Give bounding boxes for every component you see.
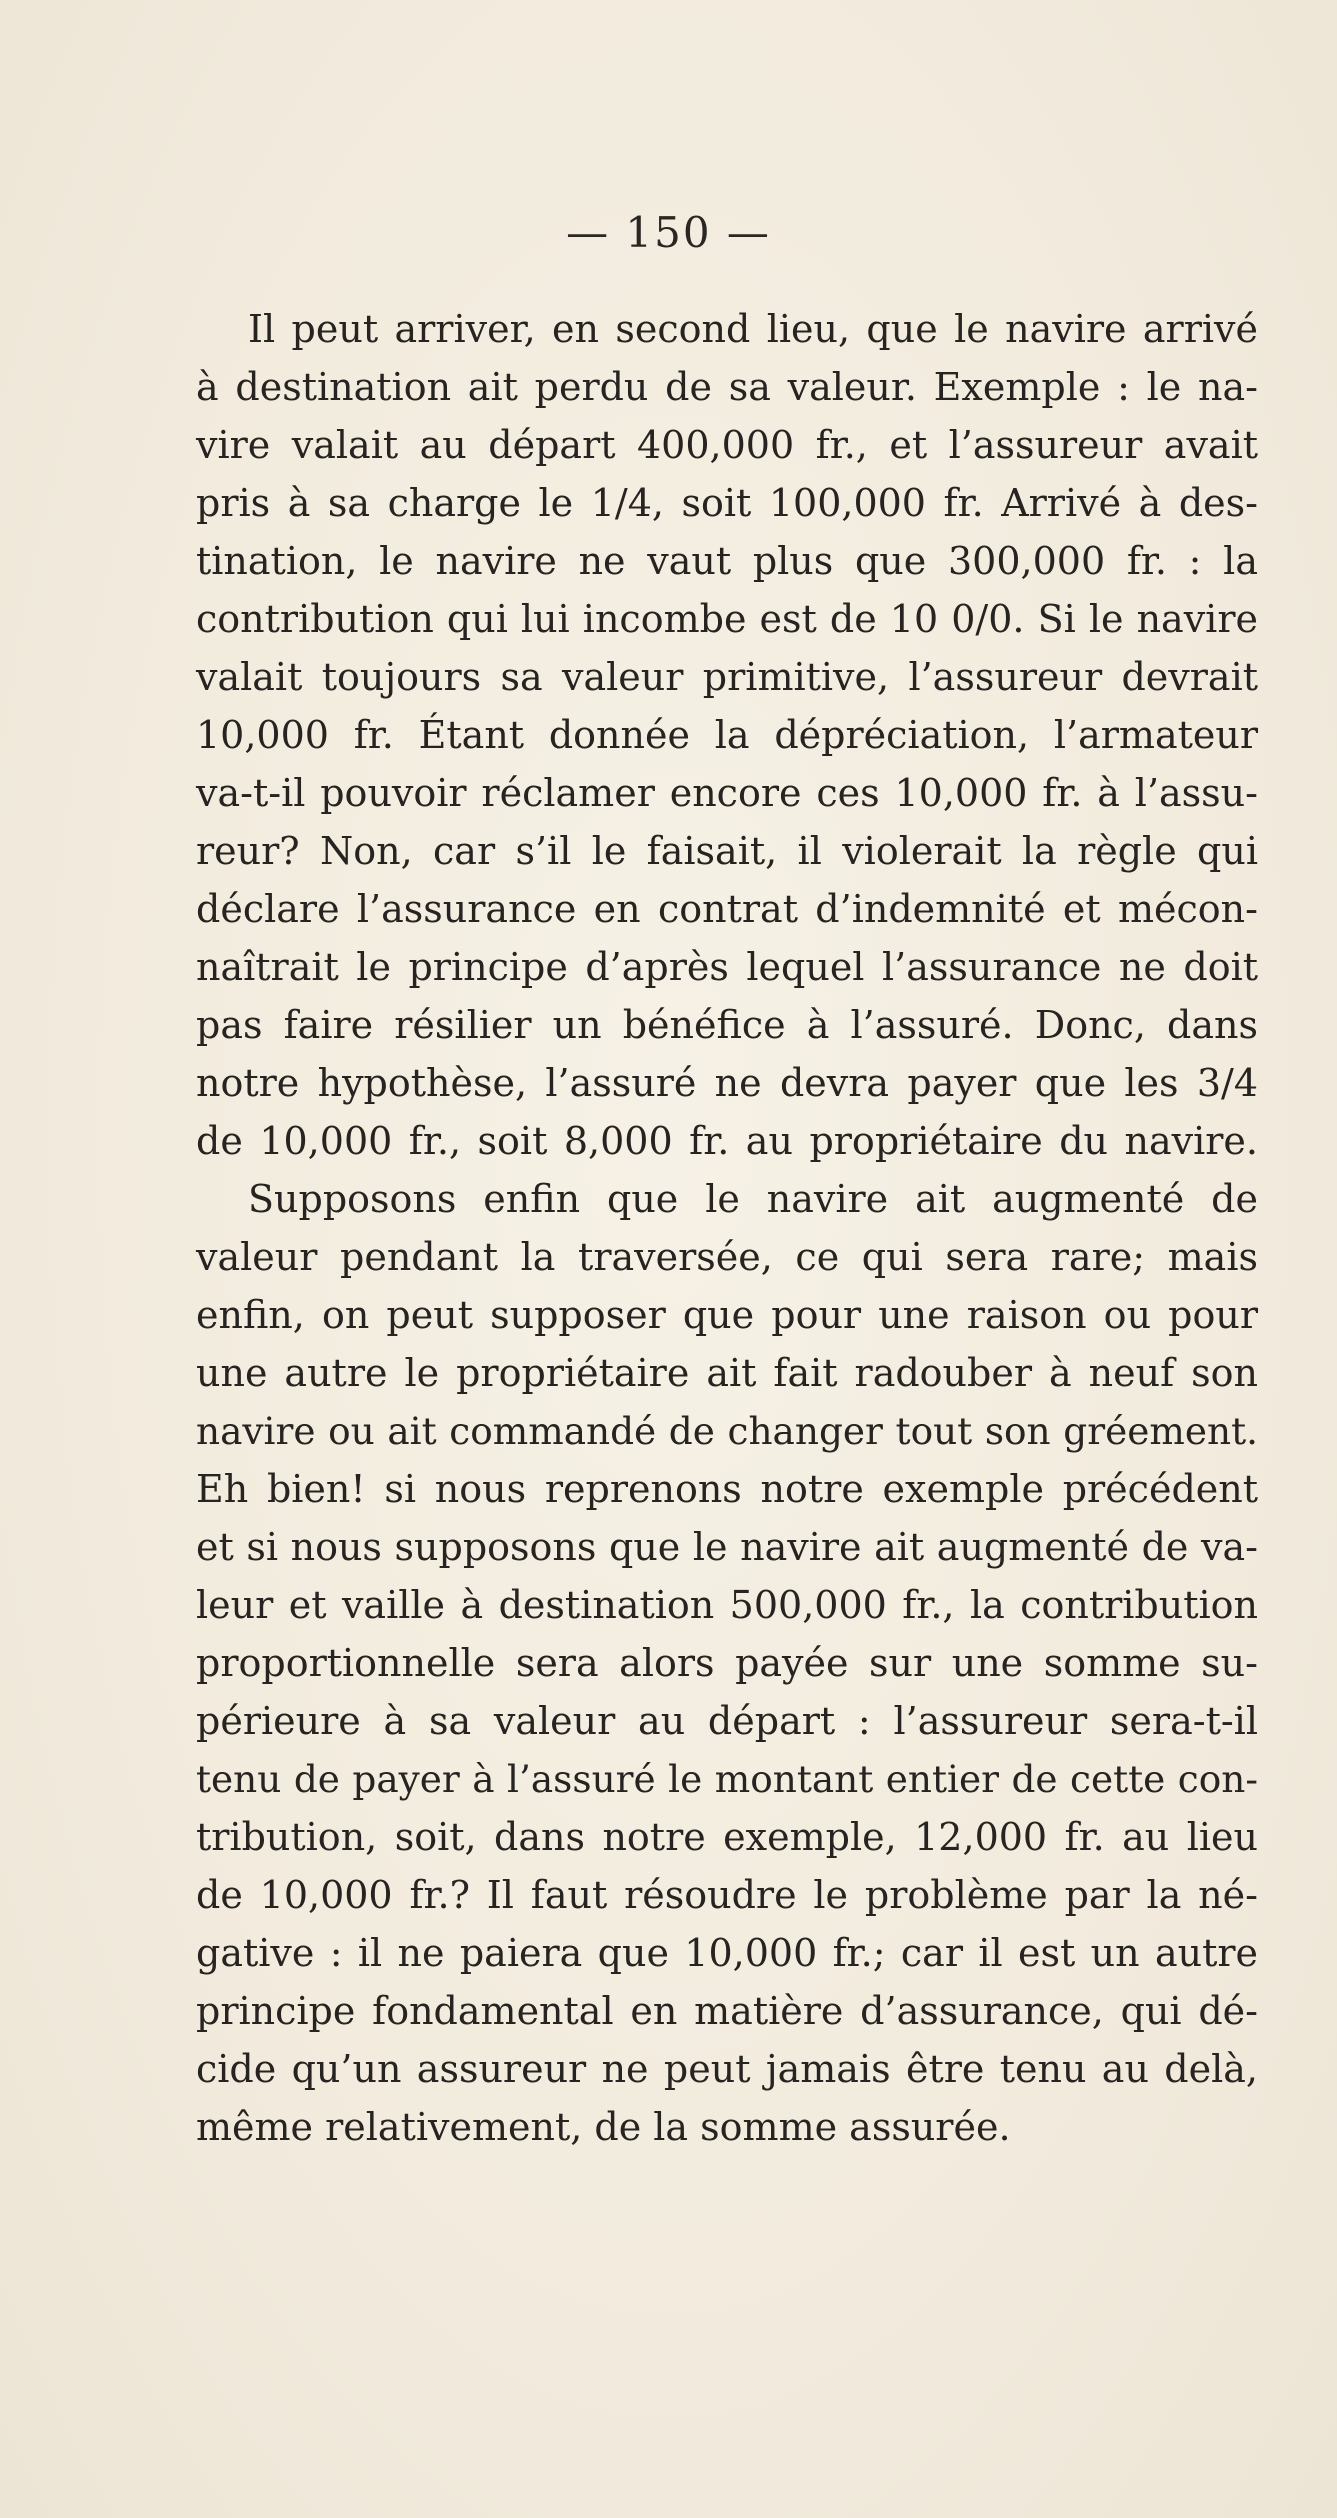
text-line: pas faire résilier un bénéfice à l’assuré. Donc, dans [196,1003,1258,1047]
text-line: vire valait au départ 400,000 fr., et l’assureur avait [196,423,1258,467]
text-line: naîtrait le principe d’après lequel l’assurance ne doit [196,945,1258,989]
text-line: Supposons enfin que le navire ait augmenté de [248,1177,1258,1221]
page-number: — 150 — [566,208,771,257]
text-line: Eh bien! si nous reprenons notre exemple précédent [196,1467,1258,1511]
text-line: leur et vaille à destination 500,000 fr., la contribution [196,1583,1258,1627]
text-line: de 10,000 fr., soit 8,000 fr. au propriétaire du navire. [196,1119,1258,1163]
text-line: navire ou ait commandé de changer tout son gréement. [196,1409,1258,1453]
text-line: gative : il ne paiera que 10,000 fr.; car il est un autre [196,1931,1258,1975]
text-line: principe fondamental en matière d’assurance, qui dé- [196,1989,1258,2033]
text-line: notre hypothèse, l’assuré ne devra payer que les 3/4 [196,1061,1258,1105]
body-text [196,300,1258,2156]
text-line: tenu de payer à l’assuré le montant entier de cette con- [196,1757,1258,1801]
text-line: 10,000 fr. Étant donnée la dépréciation, l’armateur [196,713,1258,757]
text-line: pris à sa charge le 1/4, soit 100,000 fr. Arrivé à des- [196,481,1258,525]
text-line: cide qu’un assureur ne peut jamais être tenu au delà, [196,2047,1258,2091]
text-line: reur? Non, car s’il le faisait, il violerait la règle qui [196,829,1258,873]
text-line: va-t-il pouvoir réclamer encore ces 10,000 fr. à l’assu- [196,771,1258,815]
text-line: contribution qui lui incombe est de 10 0/0. Si le navire [196,597,1258,641]
text-line: proportionnelle sera alors payée sur une somme su- [196,1641,1258,1685]
text-line: Il peut arriver, en second lieu, que le navire arrivé [248,307,1258,351]
text-line: valeur pendant la traversée, ce qui sera rare; mais [196,1235,1258,1279]
text-line: déclare l’assurance en contrat d’indemnité et mécon- [196,887,1258,931]
text-line: une autre le propriétaire ait fait radouber à neuf son [196,1351,1258,1395]
text-line: de 10,000 fr.? Il faut résoudre le problème par la né- [196,1873,1258,1917]
text-line: tribution, soit, dans notre exemple, 12,000 fr. au lieu [196,1815,1258,1859]
text-line: valait toujours sa valeur primitive, l’assureur devrait [196,655,1258,699]
text-line: enfin, on peut supposer que pour une raison ou pour [196,1293,1258,1337]
text-line: périeure à sa valeur au départ : l’assureur sera-t-il [196,1699,1258,1743]
text-line: et si nous supposons que le navire ait augmenté de va- [196,1525,1258,1569]
text-line: à destination ait perdu de sa valeur. Exemple : le na- [196,365,1258,409]
text-line: tination, le navire ne vaut plus que 300,000 fr. : la [196,539,1258,583]
text-line: même relativement, de la somme assurée. [196,2105,1011,2149]
